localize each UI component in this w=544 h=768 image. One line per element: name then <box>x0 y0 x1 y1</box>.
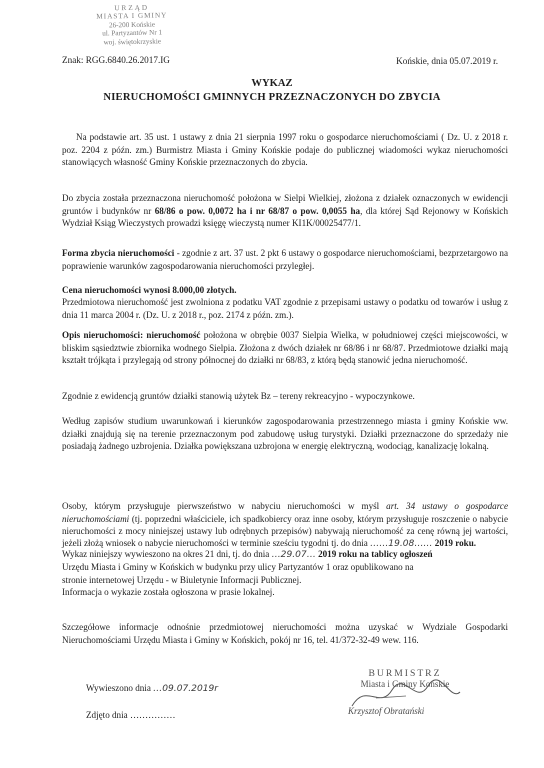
text-run: położona w obrębie 0037 Sielpia Wielka, w południowej części miejscowości, w bliskim sąsiedztwie zbiornika wodnego Sielpia. Złożona z dwóch działek nr 68/86 i nr 68/87. Przedmiotowe działki mają kształt trójkąta i przylegają od strony północnej do działki nr 68/83, z którą będą stanowić jedna nieruchomość. <box>62 330 508 365</box>
posting-line: stronie internetowej Urzędu - w Biuletynie Informacji Publicznej. <box>62 575 302 585</box>
stamp-line: woj. świętokrzyskie <box>103 37 162 47</box>
property-paragraph <box>62 192 508 229</box>
parcel-details: 68/86 o pow. 0,0072 ha i nr 68/87 o pow. 0,0055 ha <box>154 205 361 216</box>
text-run: Do zbycia została przeznaczona nieruchomość położona w Sielpi Wielkiej, złożona z działek oznaczonych w ewidencji gruntów i budynków nr <box>62 193 508 216</box>
text-run: Wykaz niniejszy wywieszono na okres 21 dni, tj. do dnia <box>62 549 272 559</box>
deadline-year: 2019 roku. <box>432 538 477 549</box>
sale-form-paragraph <box>62 247 508 272</box>
priority-paragraph <box>62 500 508 551</box>
handwritten-deadline: ……19.08…… <box>370 539 433 550</box>
stamp-line: ul. Partyzantów Nr 1 <box>102 28 163 38</box>
zoning-paragraph: Według zapisów studium uwarunkowań i kierunków zagospodarowania przestrzennego miasta i gminy Końskie ww. działki znajdują się na terenie przeznaczonym pod zabudowę usług turystyki. Działki przeznaczone do sprzedaży nie posiadają żadnego uzbrojenia. Działka powiększana uzbrojona w energię elektryczną, wodociąg, kanalizację lokalną. <box>62 416 508 451</box>
sale-form-label: Forma zbycia nieruchomości <box>62 248 175 259</box>
document-subtitle: NIERUCHOMOŚCI GMINNYCH PRZEZNACZONYCH DO ZBYCIA <box>103 92 441 103</box>
legal-basis-paragraph: Na podstawie art. 35 ust. 1 ustawy z dnia 21 sierpnia 1997 roku o gospodarce nieruchomościami ( Dz. U. z 2018 r. poz. 2204 z późn. zm.) Burmistrz Miasta i Gminy Końskie podaje do publicznej wiadomości wykaz nieruchomości stanowiących własność Gminy Końskie przeznaczonych do zbycia. <box>62 132 508 167</box>
vat-paragraph: Przedmiotowa nieruchomość jest zwolniona z podatku VAT zgodnie z przepisami ustawy o podatku od towarów i usług z dnia 11 marca 2004 r. (Dz. U. z 2018 r., poz. 2174 z późn. zm.). <box>62 297 508 320</box>
description-paragraph <box>62 329 508 366</box>
press-info-line: Informacja o wykazie została ogłoszona w prasie lokalnej. <box>62 587 275 597</box>
text-run: - zgodnie z art. 37 ust. 2 pkt 6 ustawy o gospodarce nieruchomościami, bezprzetargowo na poprawienie warunków zagospodarowania nieruchomości przyległej. <box>62 248 508 271</box>
reference-number: Znak: RGG.6840.26.2017.IG <box>62 55 170 65</box>
posted-date-line <box>86 683 218 694</box>
handwritten-end-date: …29.07… <box>271 550 316 560</box>
price-text: Cena nieruchomości wynosi 8.000,00 złotych. <box>62 285 237 296</box>
land-use-paragraph: Zgodnie z ewidencją gruntów działki stanowią użytek Bz – tereny rekreacyjno - wypoczynkowe. <box>62 391 415 402</box>
posting-line: Urzędu Miasta i Gminy w Końskich w budynku przy ulicy Partyzantów 1 oraz opublikowano na <box>62 562 414 572</box>
text-run: (tj. poprzedni właściciele, ich spadkobiercy oraz inne osoby, którym przysługuje roszczenie o nabycie nieruchomości z mocy niniejszej ustawy lub odrębnych przepisów) nabywają nieruchomość za cenę równą jej wartości, jeżeli złożą wniosek o nabycie nieruchomości w terminie sześciu tygodni tj. do dnia <box>62 513 508 549</box>
office-stamp <box>84 3 181 47</box>
description-label: Opis nieruchomości: nieruchomość <box>62 330 201 341</box>
signature-office: Miasta i Gminy Końskie <box>360 679 450 689</box>
posted-label: Wywieszono dnia <box>86 683 154 693</box>
posting-year: 2019 roku na tablicy ogłoszeń <box>315 549 433 559</box>
stamp-line: MIASTA I GMINY <box>96 11 168 22</box>
text-run: , dla której Sąd Rejonowy w Końskich Wydział Ksiąg Wieczystych prowadzi księgę wieczystą numer KI1K/00025477/1. <box>62 205 508 228</box>
price-line <box>62 284 508 296</box>
stamp-line: 26-200 Końskie <box>108 20 156 30</box>
contact-paragraph: Szczegółowe informacje odnośnie przedmiotowej nieruchomości można uzyskać w Wydziale Gospodarki Nieruchomościami Urzędu Miasta i Gminy w Końskich, pokój nr 16, tel. 41/372-32-49 wew. 116. <box>62 622 508 645</box>
posting-line <box>62 549 508 560</box>
law-reference: art. 34 ustawy o gospodarce nieruchomościami <box>62 501 508 524</box>
document-title: WYKAZ <box>251 78 293 89</box>
removed-date-line: Zdjęto dnia …………… <box>86 710 176 720</box>
signature-title: BURMISTRZ <box>368 668 442 679</box>
place-and-date: Końskie, dnia 05.07.2019 r. <box>396 56 498 66</box>
text-run: Osoby, którym przysługuje pierwszeństwo w nabyciu nieruchomości w myśl <box>62 501 387 512</box>
stamp-line: URZĄD <box>114 3 150 13</box>
signatory-name: Krzysztof Obratański <box>348 706 425 716</box>
handwritten-posted-date: …09.07.2019r <box>153 684 219 694</box>
